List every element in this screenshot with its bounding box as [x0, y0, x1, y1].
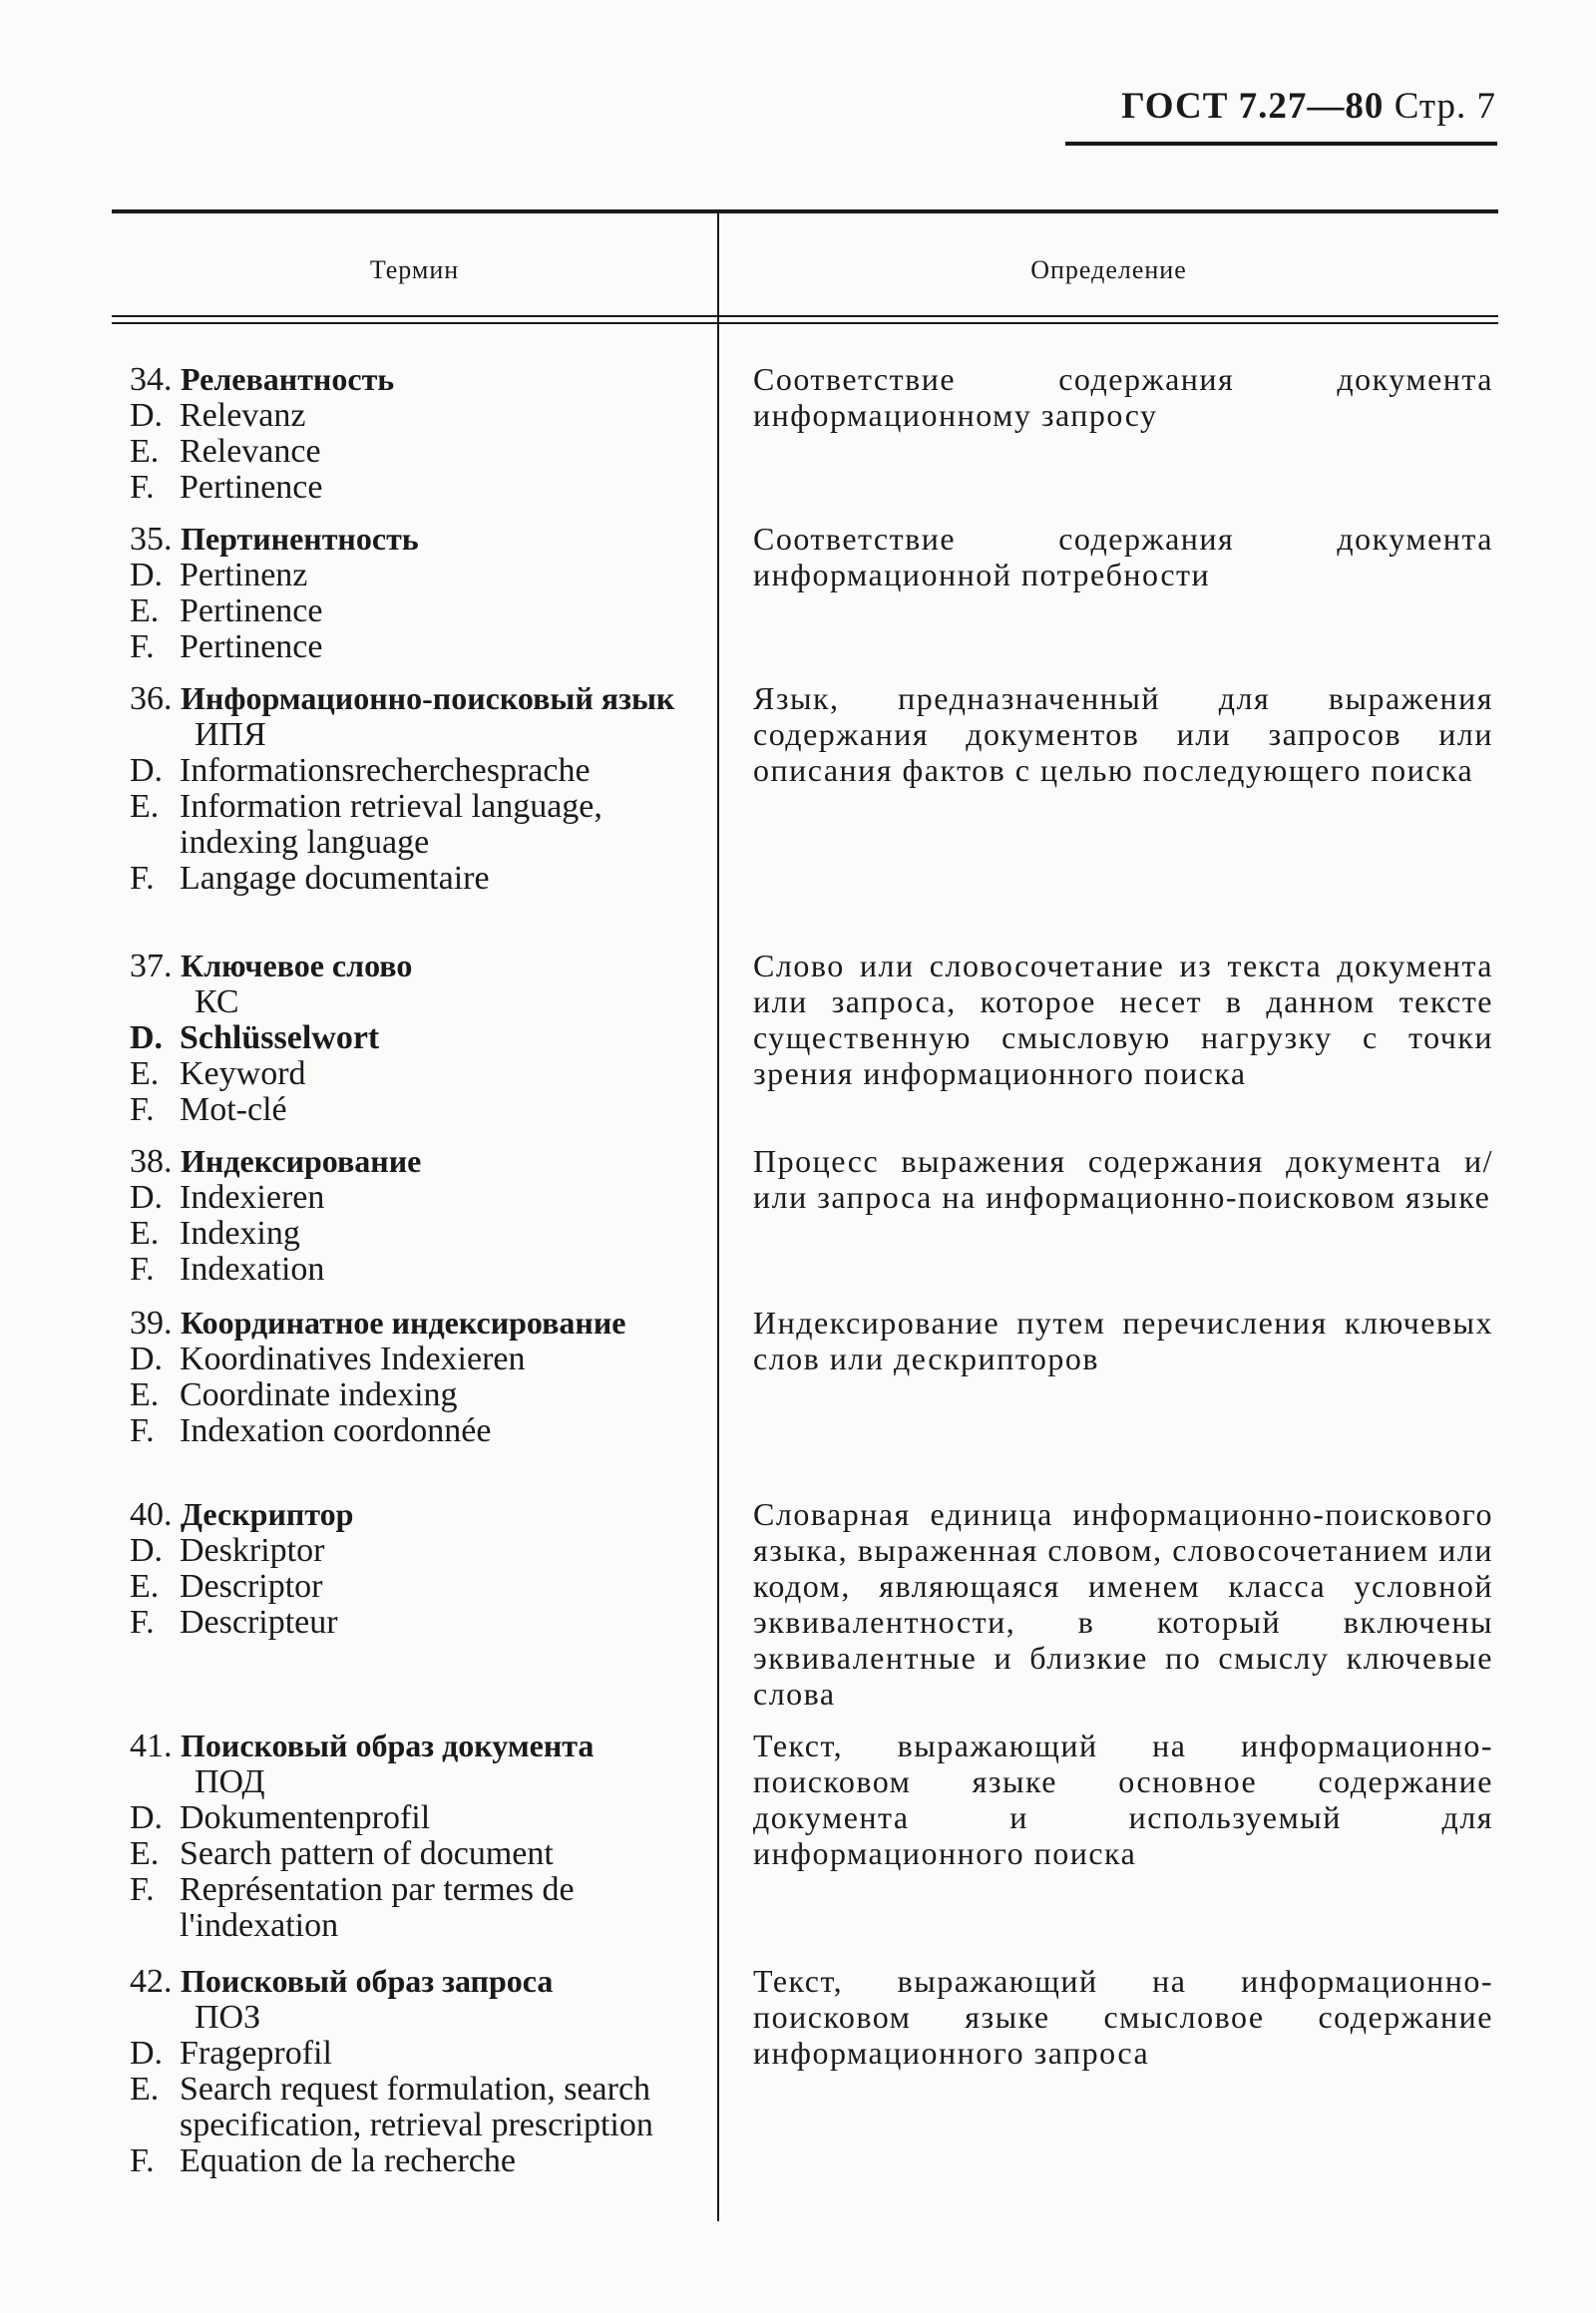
term-name: Поисковый образ запроса: [181, 1963, 554, 1999]
lang-term: Mot-clé: [180, 1091, 287, 1128]
term-entry-38: [130, 1143, 694, 1288]
lang-term: Relevanz: [180, 397, 306, 434]
table-header-rule-double: [112, 322, 1498, 324]
term-name: Поисковый образ документа: [181, 1728, 595, 1763]
lang-code: F.: [130, 1871, 155, 1908]
term-entry-42: [130, 1963, 694, 2179]
lang-term: Descripteur: [180, 1604, 338, 1641]
term-name: Дескриптор: [181, 1496, 354, 1532]
term-name: Релевантность: [181, 361, 395, 397]
term-entry-34: [130, 361, 694, 506]
term-name: Информационно-поисковый язык: [181, 680, 675, 716]
column-header-term: Термин: [369, 255, 460, 284]
table-column-divider: [717, 211, 719, 2221]
lang-code: D.: [130, 1532, 164, 1569]
lang-term: Représentation par termes de l'indexation: [180, 1871, 575, 1944]
lang-term: Indexation: [180, 1251, 325, 1288]
term-entry-39: [130, 1305, 694, 1449]
lang-term: Equation de la recherche: [180, 2142, 516, 2179]
term-number: 40.: [130, 1496, 173, 1533]
term-entry-41: [130, 1728, 694, 1944]
lang-code: E.: [130, 1215, 160, 1252]
definition-35: Соответствие содержания документа информационной потребности: [753, 521, 1493, 592]
lang-term: Search pattern of document: [180, 1835, 554, 1872]
lang-term: Pertinence: [180, 592, 323, 629]
lang-term: Langage documentaire: [180, 860, 490, 897]
lang-term: Dokumentenprofil: [180, 1799, 431, 1836]
term-name: Индексирование: [181, 1143, 422, 1179]
lang-term: Informationsrecherchesprache: [180, 752, 591, 789]
lang-term: Descriptor: [180, 1568, 323, 1605]
term-entry-40: [130, 1496, 694, 1641]
lang-code: E.: [130, 788, 160, 825]
page-number: Стр. 7: [1394, 86, 1496, 127]
term-entry-35: [130, 521, 694, 665]
lang-code: D.: [130, 557, 164, 593]
lang-code: F.: [130, 1251, 155, 1288]
standard-number: ГОСТ 7.27—80: [1121, 86, 1385, 127]
definition-42: Текст, выражающий на информационно-поисковом языке смысловое содержание информационного запроса: [753, 1963, 1493, 2071]
lang-code: F.: [130, 1091, 155, 1128]
definition-38: Процесс выражения содержания документа и/или запроса на информационно-поисковом языке: [753, 1143, 1493, 1215]
definition-39: Индексирование путем перечисления ключевых слов или дескрипторов: [753, 1305, 1493, 1376]
term-number: 38.: [130, 1143, 173, 1180]
term-entry-37: [130, 948, 694, 1128]
term-number: 35.: [130, 521, 173, 558]
lang-code: F.: [130, 1604, 155, 1641]
lang-term: Relevance: [180, 433, 321, 470]
lang-term: Pertinence: [180, 469, 323, 506]
lang-code: F.: [130, 1412, 155, 1449]
definition-41: Текст, выражающий на информационно-поисковом языке основное содержание документа и используемый для информационного поиска: [753, 1728, 1493, 1871]
lang-term: Koordinatives Indexieren: [180, 1341, 526, 1377]
lang-term: Indexation coordonnée: [180, 1412, 492, 1449]
lang-code: D.: [130, 397, 164, 434]
lang-code: D.: [130, 1799, 164, 1836]
lang-code: F.: [130, 628, 155, 665]
term-number: 37.: [130, 948, 173, 984]
lang-term: Pertinenz: [180, 557, 308, 593]
term-abbreviation: КС: [195, 983, 239, 1020]
lang-code: F.: [130, 469, 155, 506]
lang-code: D.: [130, 1179, 164, 1216]
definition-40: Словарная единица информационно-поискового языка, выраженная словом, словосочетанием или кодом, являющаяся именем класса условной эквивалентности, в который включены эквивалентные и близкие по смыслу ключевые слова: [753, 1496, 1493, 1712]
term-name: Пертинентность: [181, 521, 419, 557]
table-header-rule: [112, 315, 1498, 317]
column-header-definition: Определение: [1030, 255, 1187, 284]
term-number: 39.: [130, 1305, 173, 1342]
lang-term: Pertinence: [180, 628, 323, 665]
term-number: 42.: [130, 1963, 173, 2000]
table-top-rule: [112, 209, 1498, 213]
lang-term: Keyword: [180, 1055, 306, 1092]
term-abbreviation: ИПЯ: [195, 716, 266, 753]
term-abbreviation: ПОД: [195, 1763, 265, 1800]
lang-code: D.: [130, 1341, 164, 1377]
lang-code: F.: [130, 2142, 155, 2179]
lang-code: E.: [130, 1568, 160, 1605]
term-number: 34.: [130, 361, 173, 398]
term-name: Ключевое слово: [181, 948, 413, 983]
term-name: Координатное индексирование: [181, 1305, 626, 1341]
header-rule: [1065, 142, 1497, 146]
definition-36: Язык, предназначенный для выражения содержания документов или запросов или описания фактов с целью последующего поиска: [753, 680, 1493, 788]
lang-code: D.: [130, 752, 164, 789]
lang-code: E.: [130, 592, 160, 629]
term-number: 41.: [130, 1728, 173, 1764]
definition-37: Слово или словосочетание из текста документа или запроса, которое несет в данном тексте существенную смысловую нагрузку с точки зрения информационного поиска: [753, 948, 1493, 1091]
lang-code: E.: [130, 2071, 160, 2108]
lang-code: E.: [130, 433, 160, 470]
page-header: [1067, 85, 1496, 128]
term-entry-36: [130, 680, 694, 897]
lang-code: D.: [130, 2035, 164, 2072]
lang-code: F.: [130, 860, 155, 897]
lang-term: Indexing: [180, 1215, 300, 1252]
lang-code: E.: [130, 1835, 160, 1872]
term-number: 36.: [130, 680, 173, 717]
lang-term: Deskriptor: [180, 1532, 325, 1569]
lang-code: E.: [130, 1376, 160, 1413]
lang-term: Frageprofil: [180, 2035, 332, 2072]
lang-code: E.: [130, 1055, 160, 1092]
lang-term: Coordinate indexing: [180, 1376, 458, 1413]
term-abbreviation: ПОЗ: [195, 1999, 261, 2036]
definition-34: Соответствие содержания документа информационному запросу: [753, 361, 1493, 433]
lang-term: Search request formulation, search specification, retrieval prescription: [180, 2071, 653, 2143]
lang-term: Schlüsselwort: [180, 1019, 380, 1056]
lang-term: Information retrieval language, indexing language: [180, 788, 602, 861]
lang-code: D.: [130, 1019, 164, 1056]
lang-term: Indexieren: [180, 1179, 325, 1216]
